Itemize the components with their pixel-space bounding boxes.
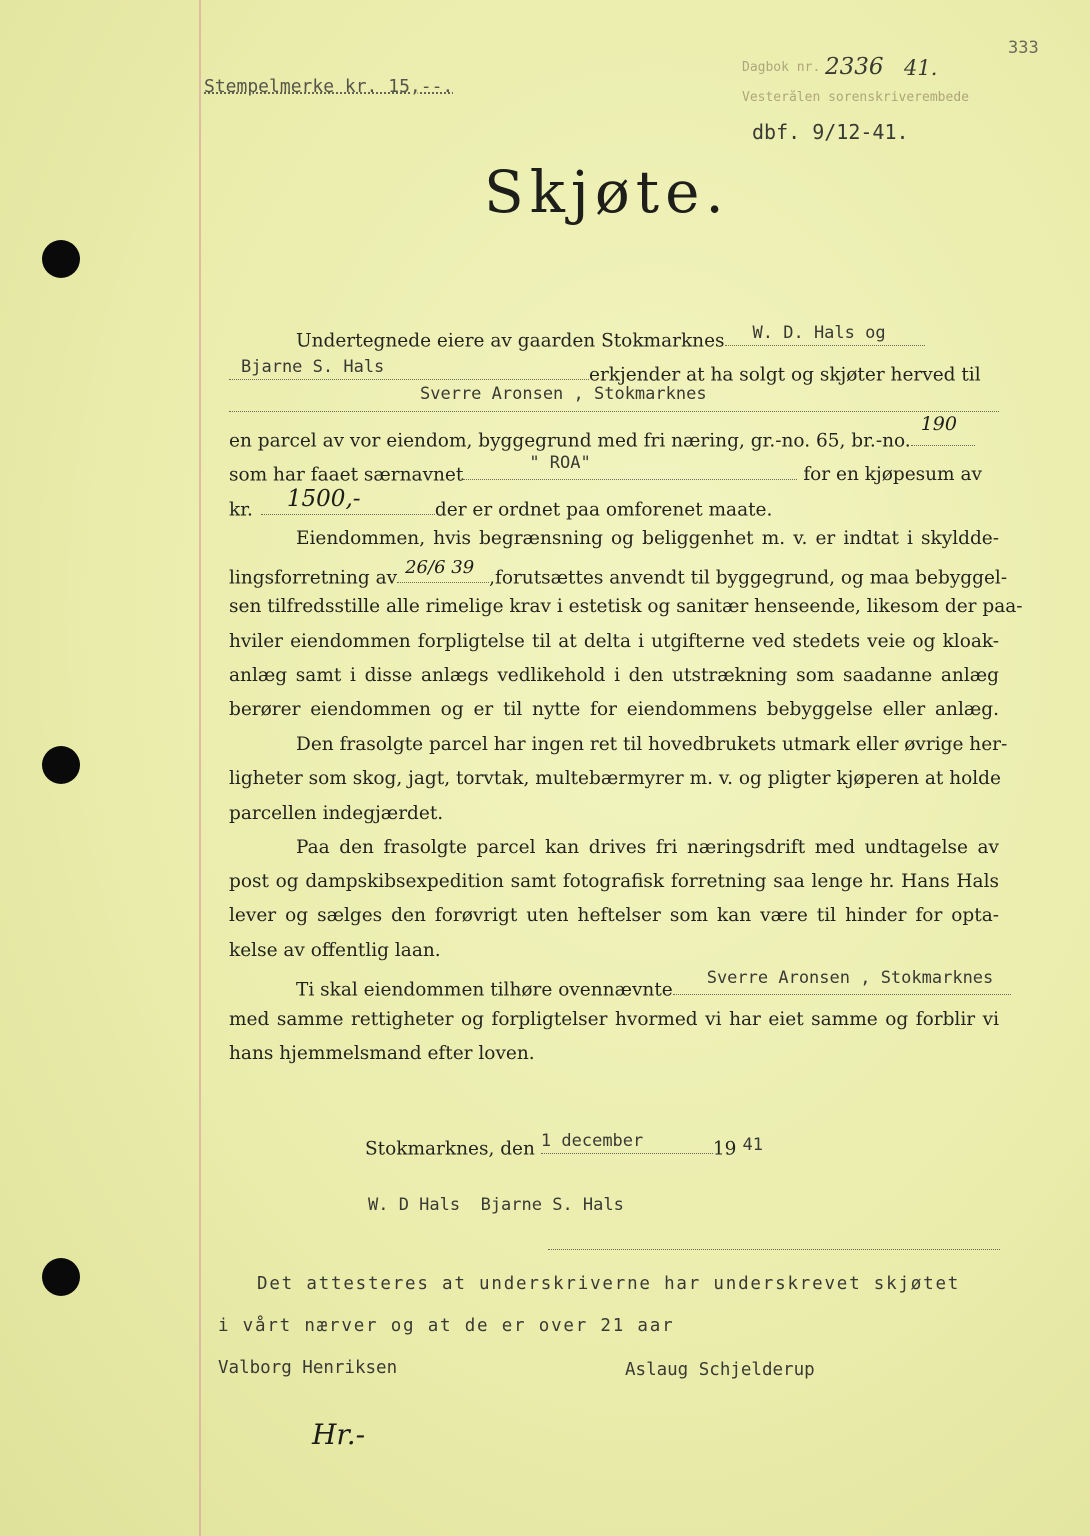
body-line-12: lever og sælges den forøvrigt uten heftelser som kan være til hinder for opta- (229, 905, 999, 926)
body-line-8: ligheter som skog, jagt, torvtak, multebærmyrer m. v. og pligter kjøperen at holde (229, 768, 1001, 789)
body-line-14 (296, 968, 1036, 1001)
signatures: W. D Hals Bjarne S. Hals (368, 1195, 624, 1215)
price: 1500,- (286, 486, 361, 513)
body-line-14-a: Ti skal eiendommen tilhøre ovennævnte (296, 979, 673, 1001)
intro-line-1 (296, 325, 996, 351)
margin-line (199, 0, 201, 1536)
seller-1: W. D. Hals og (752, 323, 886, 344)
intro-text-2: erkjender at ha solgt og skjøter herved til (589, 364, 981, 386)
signature-line (548, 1249, 1000, 1250)
year-prefix: 19 (712, 1138, 737, 1160)
page-number: 333 (1008, 38, 1039, 58)
intro-text-1: Undertegnede eiere av gaarden Stokmarknes (296, 330, 725, 352)
body-line-13: kelse av offentlig laan. (229, 940, 441, 961)
body-line-7: Den frasolgte parcel har ingen ret til hovedbrukets utmark eller øvrige her- (296, 734, 1008, 755)
witness-2: Aslaug Schjelderup (625, 1360, 815, 1380)
body-line-5: anlæg samt i disse anlægs vedlikehold i den utstrækning som saadanne anlæg (229, 665, 999, 686)
witness-1: Valborg Henriksen (218, 1358, 398, 1378)
stamp-note: Stempelmerke kr. 15,--. (204, 76, 454, 97)
body-line-15: med samme rettigheter og forpligtelser hvormed vi har eiet samme og forblir vi (229, 1009, 999, 1030)
body-line-9: parcellen indegjærdet. (229, 803, 444, 824)
dbf-note: dbf. 9/12-41. (752, 120, 909, 144)
br-no: 190 (920, 413, 957, 436)
kr-label: kr. (229, 499, 253, 521)
dagbok-label: Dagbok nr. (742, 60, 821, 75)
name-line (229, 453, 999, 486)
survey-date: 26/6 39 (405, 557, 475, 579)
document-title: Skjøte. (484, 158, 730, 226)
punch-hole-bottom (42, 1258, 80, 1296)
date-line (365, 1133, 763, 1159)
name-prefix: som har faaet særnavnet (229, 464, 464, 486)
body-line-6: berører eiendommen og er til nytte for eiendommens bebyggelse eller anlæg. (229, 699, 999, 720)
date-place: Stokmarknes, den (365, 1138, 535, 1160)
punch-hole-top (42, 240, 80, 278)
body-line-4: hviler eiendommen forpligtelse til at delta i utgifterne ved stedets veie og kloak- (229, 631, 999, 652)
parcel-text: en parcel av vor eiendom, byggegrund med fri næring, gr.-no. 65, br.-no. (229, 430, 911, 452)
seller-2: Bjarne S. Hals (241, 357, 385, 378)
parcel-line (229, 413, 999, 452)
body-line-11: post og dampskibsexpedition samt fotografisk forretning saa lenge hr. Hans Hals (229, 871, 999, 892)
body-line-2-a: lingsforretning av (229, 567, 398, 589)
body-line-2 (229, 557, 1008, 589)
handwritten-initials: Hr.- (312, 1418, 366, 1451)
intro-line-2 (229, 359, 999, 385)
price-line (229, 486, 999, 521)
body-line-16: hans hjemmelsmand efter loven. (229, 1043, 535, 1064)
attestation-line-2: i vårt nærver og at de er over 21 aar (218, 1316, 675, 1336)
punch-hole-middle (42, 746, 80, 784)
body-line-2-b: ,forutsættes anvendt til byggegrund, og maa bebyggel- (489, 567, 1008, 589)
buyer-name: Sverre Aronsen , Stokmarknes (420, 384, 707, 404)
special-name: " ROA" (529, 453, 591, 474)
price-suffix: der er ordnet paa omforenet maate. (434, 499, 773, 521)
body-line-1: Eiendommen, hvis begrænsning og beliggenhet m. v. er indtat i skyldde- (296, 528, 999, 549)
year-suffix: 41 (742, 1135, 763, 1156)
date-value: 1 december (540, 1131, 644, 1152)
buyer-name-repeat: Sverre Aronsen , Stokmarknes (706, 968, 994, 989)
attestation-line-1: Det attesteres at underskriverne har underskrevet skjøtet (257, 1274, 961, 1294)
body-line-10: Paa den frasolgte parcel kan drives fri næringsdrift med undtagelse av (296, 837, 999, 858)
dagbok-number: 2336 (825, 54, 884, 80)
name-suffix: for en kjøpesum av (803, 464, 982, 486)
buyer-line (229, 384, 999, 412)
body-line-3: sen tilfredsstille alle rimelige krav i estetisk og sanitær henseende, likesom der paa- (229, 596, 1023, 617)
dagbok-year: 41. (904, 56, 938, 80)
office-stamp: Vesterålen sorenskriverembede (742, 90, 969, 105)
